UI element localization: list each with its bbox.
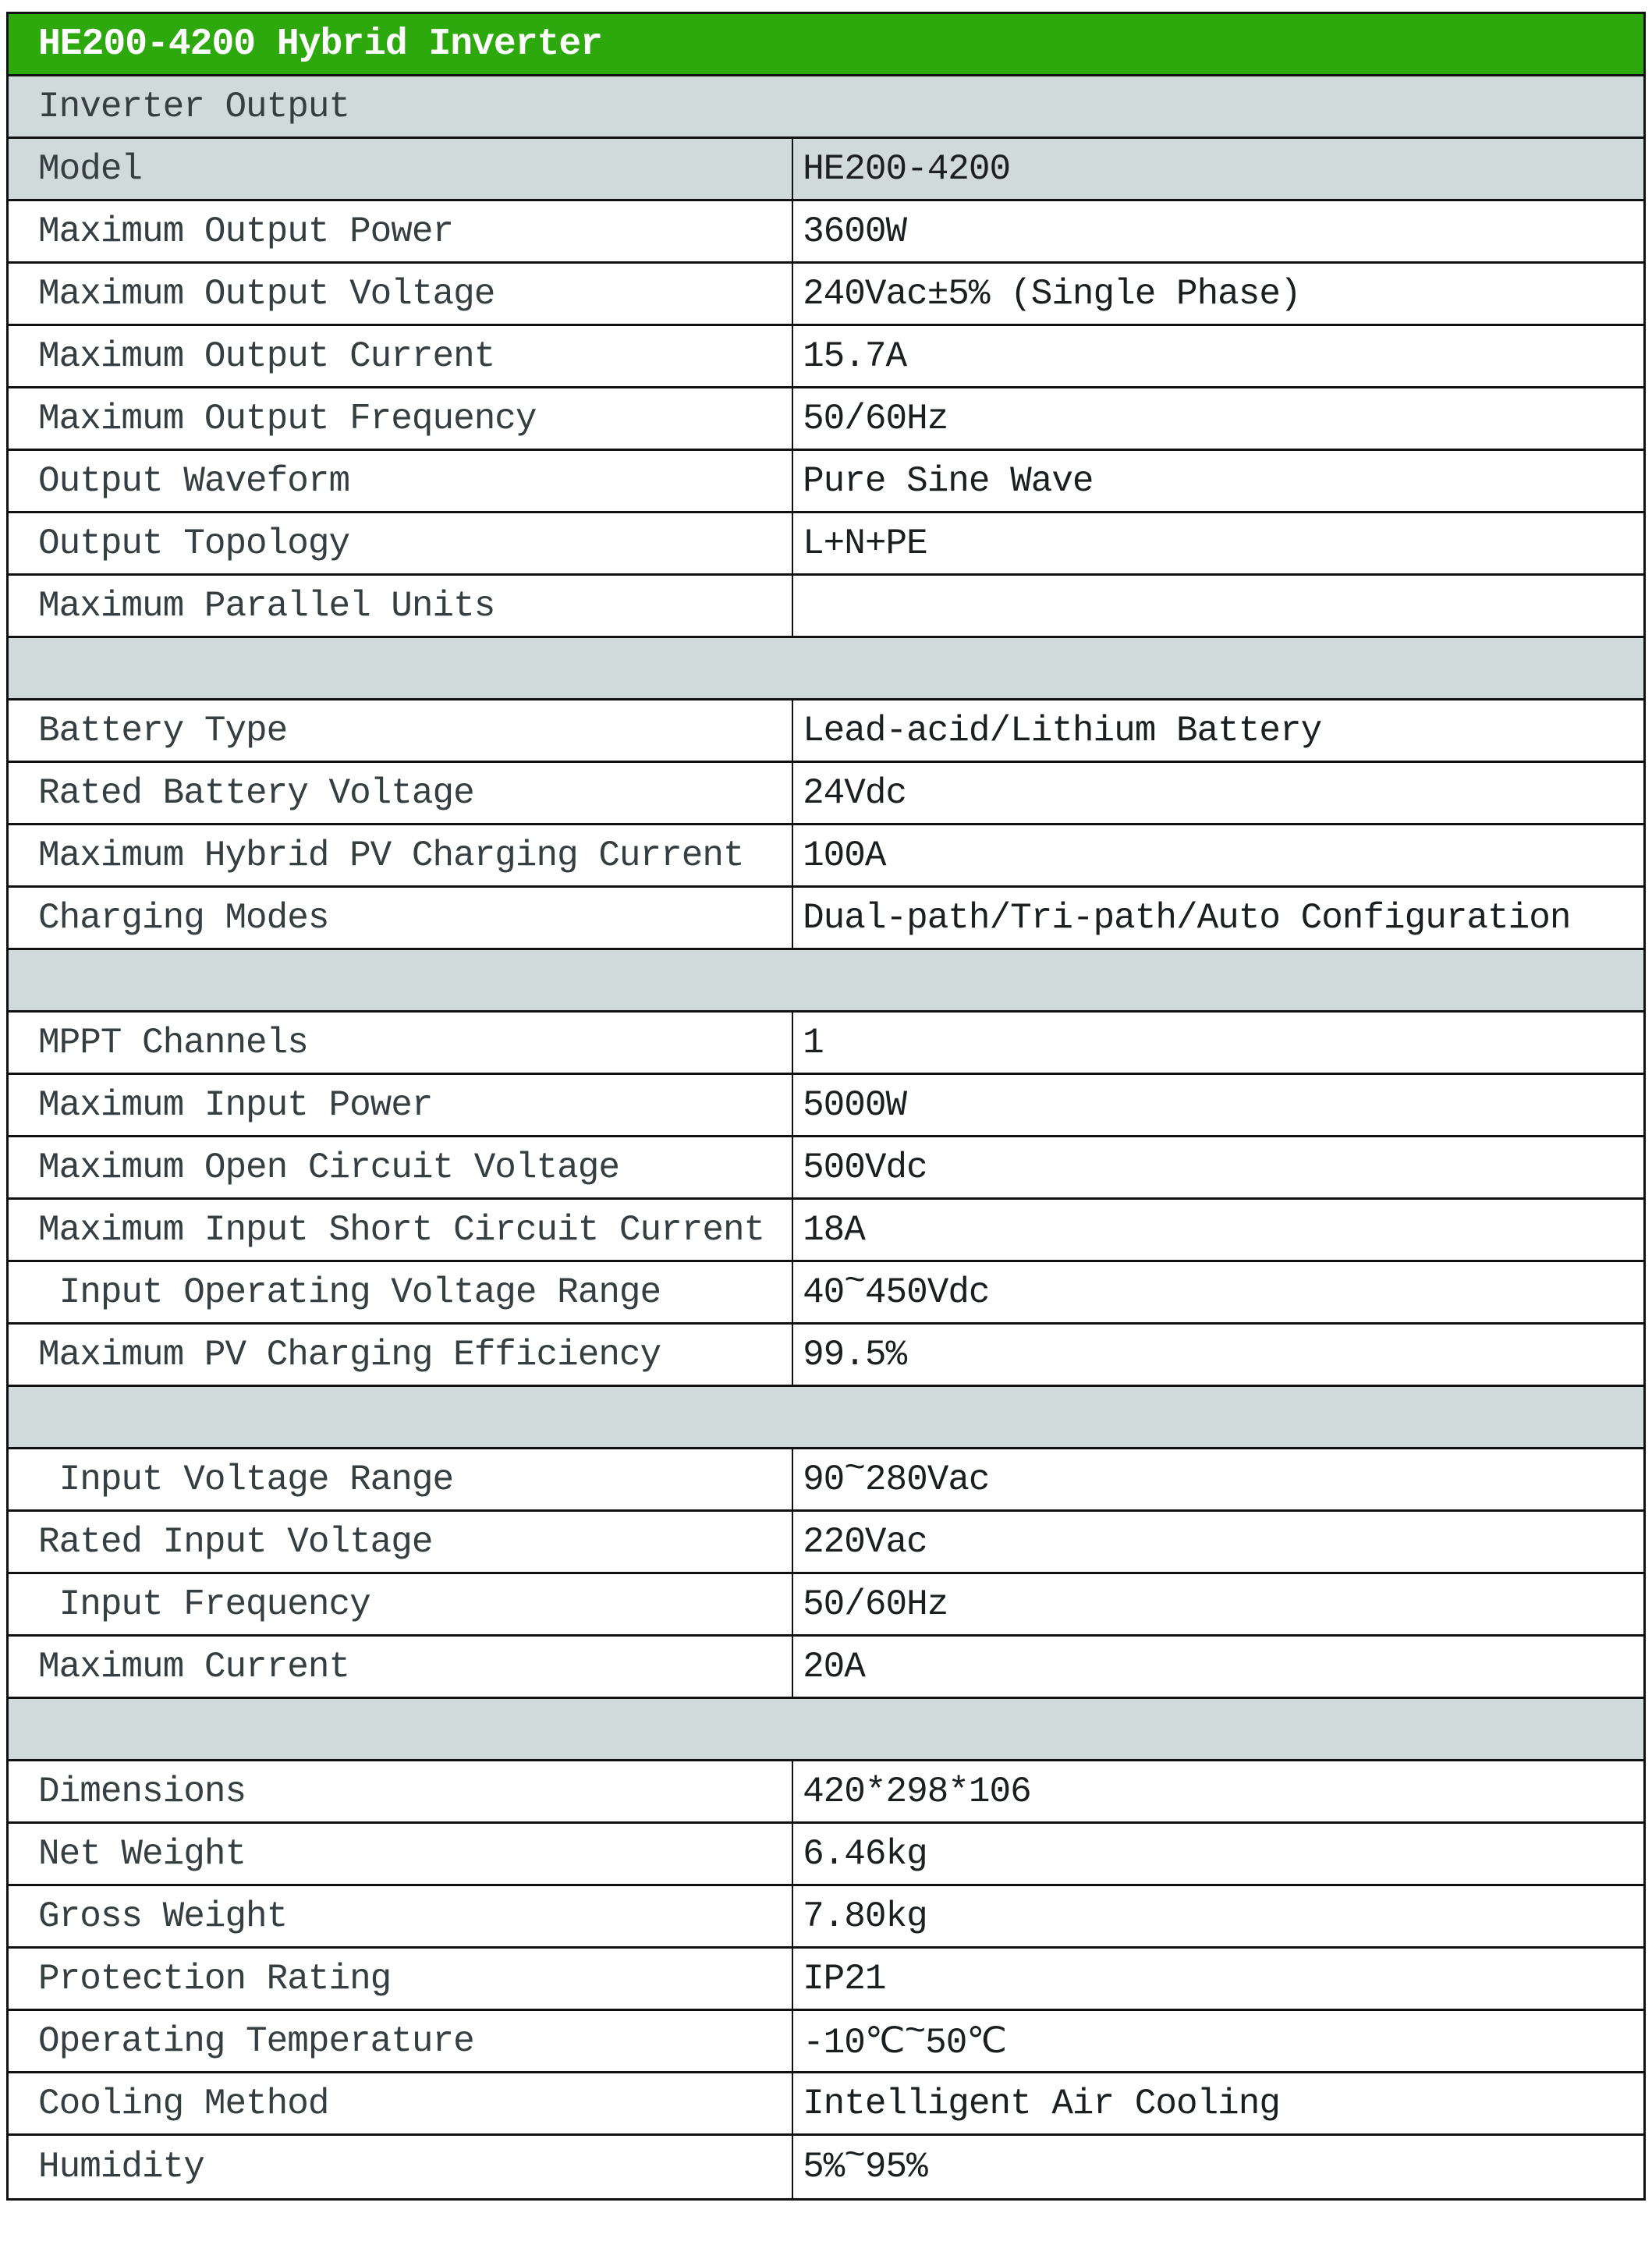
spec-label-cell xyxy=(9,1325,793,1385)
spec-value-cell xyxy=(793,1200,1643,1260)
spec-value-cell xyxy=(793,1761,1643,1821)
spec-label-cell xyxy=(9,1637,793,1697)
spec-row xyxy=(9,1013,1643,1075)
spec-value-cell xyxy=(793,825,1643,885)
spec-label: Operating Temperature xyxy=(38,2020,474,2062)
spec-label-cell xyxy=(9,1761,793,1821)
spec-label: Maximum Output Voltage xyxy=(38,273,495,314)
spec-label-cell xyxy=(9,264,793,324)
spec-label-cell xyxy=(9,888,793,948)
spec-label-cell xyxy=(9,2073,793,2133)
spec-label: Maximum Input Short Circuit Current xyxy=(38,1209,765,1250)
spec-row xyxy=(9,201,1643,264)
spec-label: Gross Weight xyxy=(38,1896,288,1937)
spec-value: Intelligent Air Cooling xyxy=(803,2083,1280,2124)
spec-row xyxy=(9,1325,1643,1387)
spec-label-cell xyxy=(9,451,793,511)
spec-label-cell xyxy=(9,1949,793,2009)
spec-value-cell xyxy=(793,1137,1643,1197)
spec-label: Maximum Output Current xyxy=(38,335,495,377)
table-title: HE200-4200 Hybrid Inverter xyxy=(38,23,602,66)
spec-value: 220Vac xyxy=(803,1521,927,1562)
spec-label: Protection Rating xyxy=(38,1958,392,1999)
separator-cell xyxy=(9,950,1643,1010)
spec-label: Rated Input Voltage xyxy=(38,1521,433,1562)
spec-value-cell xyxy=(793,888,1643,948)
spec-value: 5000W xyxy=(803,1084,907,1126)
spec-label-cell xyxy=(9,1824,793,1884)
spec-row xyxy=(9,763,1643,825)
spec-row xyxy=(9,700,1643,763)
spec-label-cell xyxy=(9,576,793,636)
spec-label: Humidity xyxy=(38,2147,204,2187)
separator-cell xyxy=(9,1699,1643,1759)
separator-row xyxy=(9,1387,1643,1449)
spec-value-cell xyxy=(793,2136,1643,2198)
spec-label: Input Voltage Range xyxy=(38,1459,454,1500)
spec-label-cell xyxy=(9,1574,793,1634)
spec-row xyxy=(9,888,1643,950)
spec-label: Input Frequency xyxy=(38,1584,370,1625)
spec-label: Charging Modes xyxy=(38,897,329,938)
spec-value: 50/60Hz xyxy=(803,1584,948,1625)
spec-value-cell xyxy=(793,700,1643,761)
spec-label-cell xyxy=(9,1886,793,1946)
spec-label-cell xyxy=(9,1262,793,1322)
spec-value: 50/60Hz xyxy=(803,398,948,439)
spec-label-cell xyxy=(9,1013,793,1073)
spec-row xyxy=(9,1637,1643,1699)
spec-label-cell xyxy=(9,700,793,761)
spec-label-cell xyxy=(9,1512,793,1572)
spec-value-cell xyxy=(793,1512,1643,1572)
table-title-cell xyxy=(9,14,1643,74)
spec-value: 1 xyxy=(803,1022,824,1063)
spec-value-cell xyxy=(793,1824,1643,1884)
spec-label: Maximum PV Charging Efficiency xyxy=(38,1334,661,1375)
spec-label: Maximum Current xyxy=(38,1646,350,1687)
spec-value-cell xyxy=(793,388,1643,449)
spec-row xyxy=(9,139,1643,201)
spec-label-cell xyxy=(9,139,793,199)
spec-value: 24Vdc xyxy=(803,772,907,814)
spec-label-cell xyxy=(9,2011,793,2071)
spec-value-cell xyxy=(793,1262,1643,1322)
spec-label-cell xyxy=(9,763,793,823)
separator-row xyxy=(9,638,1643,700)
spec-row xyxy=(9,2073,1643,2136)
spec-value-cell xyxy=(793,1574,1643,1634)
spec-value-cell xyxy=(793,513,1643,573)
spec-row xyxy=(9,1200,1643,1262)
spec-row xyxy=(9,513,1643,576)
spec-row xyxy=(9,388,1643,451)
spec-row xyxy=(9,1512,1643,1574)
separator-cell xyxy=(9,1387,1643,1447)
spec-value-cell xyxy=(793,139,1643,199)
spec-label: Model xyxy=(38,148,143,190)
spec-value-cell xyxy=(793,264,1643,324)
spec-value: 5%~95% xyxy=(803,2136,927,2187)
spec-value: HE200-4200 xyxy=(803,148,1011,190)
spec-value-cell xyxy=(793,1449,1643,1509)
spec-label: Maximum Parallel Units xyxy=(38,585,495,626)
spec-label-cell xyxy=(9,1449,793,1509)
section-header-cell xyxy=(9,76,1643,137)
spec-value: 3600W xyxy=(803,211,907,252)
spec-value: Pure Sine Wave xyxy=(803,460,1094,502)
spec-value-cell xyxy=(793,1325,1643,1385)
spec-label: Maximum Output Frequency xyxy=(38,398,537,439)
spec-label-cell xyxy=(9,825,793,885)
spec-value: IP21 xyxy=(803,1958,886,1999)
spec-label: Net Weight xyxy=(38,1833,246,1874)
spec-label-cell xyxy=(9,1137,793,1197)
spec-row xyxy=(9,1262,1643,1325)
spec-value-cell xyxy=(793,326,1643,386)
spec-row xyxy=(9,576,1643,638)
spec-label-cell xyxy=(9,1075,793,1135)
spec-label: Input Operating Voltage Range xyxy=(38,1271,661,1313)
spec-value-cell xyxy=(793,1013,1643,1073)
spec-value-cell xyxy=(793,763,1643,823)
spec-value: 20A xyxy=(803,1646,865,1687)
spec-row xyxy=(9,2136,1643,2198)
spec-value: 7.80kg xyxy=(803,1896,927,1937)
spec-label: Maximum Open Circuit Voltage xyxy=(38,1147,619,1188)
spec-label: Maximum Input Power xyxy=(38,1084,433,1126)
section-header-label: Inverter Output xyxy=(38,86,350,127)
spec-value: Dual-path/Tri-path/Auto Configuration xyxy=(803,897,1571,938)
spec-value: 500Vdc xyxy=(803,1147,927,1188)
spec-row xyxy=(9,1137,1643,1200)
spec-value-cell xyxy=(793,576,1643,636)
spec-value: 99.5% xyxy=(803,1334,907,1375)
spec-label: Rated Battery Voltage xyxy=(38,772,474,814)
spec-label: MPPT Channels xyxy=(38,1022,308,1063)
spec-row xyxy=(9,1449,1643,1512)
spec-value-cell xyxy=(793,201,1643,261)
spec-value-cell xyxy=(793,451,1643,511)
spec-row xyxy=(9,1824,1643,1886)
spec-row xyxy=(9,1949,1643,2011)
spec-label-cell xyxy=(9,2136,793,2198)
spec-label: Output Topology xyxy=(38,523,350,564)
spec-value-cell xyxy=(793,1075,1643,1135)
spec-value: L+N+PE xyxy=(803,523,927,564)
separator-cell xyxy=(9,638,1643,698)
spec-value: 15.7A xyxy=(803,335,907,377)
spec-label-cell xyxy=(9,1200,793,1260)
separator-row xyxy=(9,950,1643,1013)
spec-label-cell xyxy=(9,513,793,573)
section-header-row xyxy=(9,76,1643,139)
spec-row xyxy=(9,326,1643,388)
inverter-spec-table xyxy=(6,12,1646,2201)
spec-value-cell xyxy=(793,1886,1643,1946)
spec-label: Output Waveform xyxy=(38,460,350,502)
spec-label: Maximum Hybrid PV Charging Current xyxy=(38,835,744,876)
spec-value-cell xyxy=(793,2073,1643,2133)
spec-row xyxy=(9,1075,1643,1137)
spec-value: 240Vac±5% (Single Phase) xyxy=(803,273,1301,314)
spec-label: Dimensions xyxy=(38,1771,246,1812)
spec-value-cell xyxy=(793,1637,1643,1697)
spec-value: 90~280Vac xyxy=(803,1449,990,1500)
spec-row xyxy=(9,1761,1643,1824)
spec-value: -10℃~50℃ xyxy=(803,2012,1007,2063)
spec-value-cell xyxy=(793,2011,1643,2071)
separator-row xyxy=(9,1699,1643,1761)
spec-label: Battery Type xyxy=(38,710,288,751)
spec-row xyxy=(9,264,1643,326)
spec-row xyxy=(9,2011,1643,2073)
spec-value: 420*298*106 xyxy=(803,1771,1031,1812)
spec-label: Cooling Method xyxy=(38,2083,329,2124)
table-title-row xyxy=(9,14,1643,76)
spec-label-cell xyxy=(9,201,793,261)
spec-label: Maximum Output Power xyxy=(38,211,454,252)
spec-value: 18A xyxy=(803,1209,865,1250)
spec-row xyxy=(9,1886,1643,1949)
spec-value: 40~450Vdc xyxy=(803,1262,990,1313)
spec-value-cell xyxy=(793,1949,1643,2009)
spec-row xyxy=(9,451,1643,513)
spec-row xyxy=(9,1574,1643,1637)
spec-value: 6.46kg xyxy=(803,1833,927,1874)
spec-label-cell xyxy=(9,388,793,449)
spec-label-cell xyxy=(9,326,793,386)
spec-row xyxy=(9,825,1643,888)
spec-value: 100A xyxy=(803,835,886,876)
spec-value: Lead-acid/Lithium Battery xyxy=(803,710,1322,751)
